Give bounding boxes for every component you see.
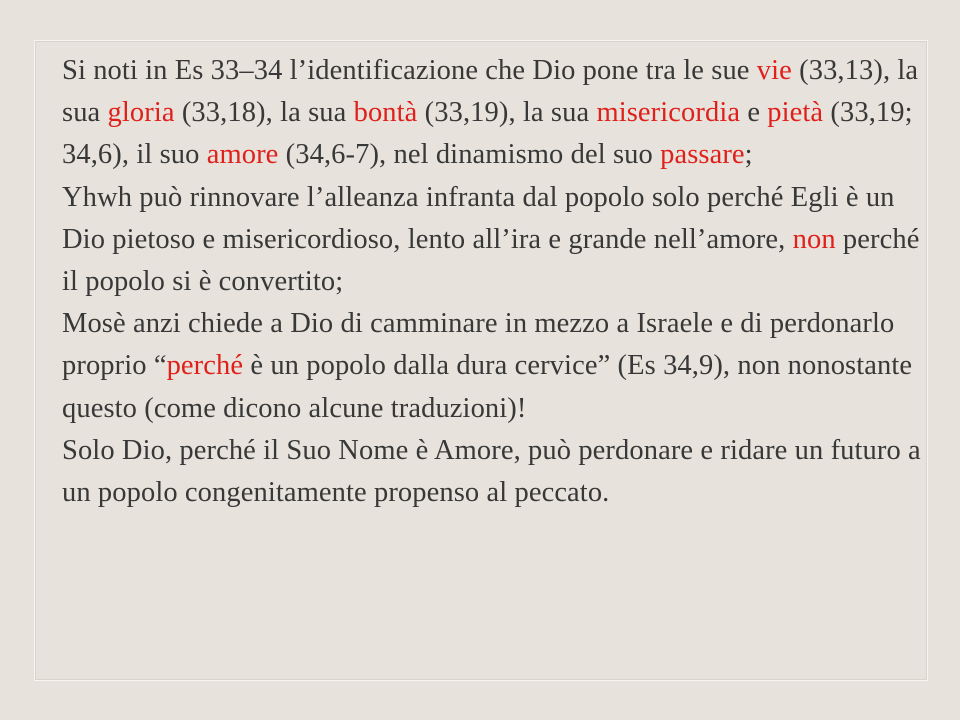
slide-body-text <box>62 50 922 514</box>
text-segment: Si noti in Es 33–34 l’identificazione che Dio pone tra le sue <box>62 55 757 86</box>
text-segment: ; <box>744 139 753 171</box>
highlighted-word: non <box>792 223 836 255</box>
text-segment: e <box>740 97 768 129</box>
highlighted-word: misericordia <box>596 97 741 129</box>
highlighted-word: amore <box>206 139 279 171</box>
paragraph-4 <box>62 430 922 514</box>
highlighted-word: bontà <box>353 97 418 129</box>
text-segment: (33,13), la sua <box>62 55 919 129</box>
text-segment: perché il popolo si è convertito; <box>62 223 920 298</box>
text-segment: (33,19), la sua <box>417 97 597 129</box>
paragraph-2 <box>62 177 922 304</box>
highlighted-word: gloria <box>107 97 175 129</box>
paragraph-1 <box>62 50 922 177</box>
text-segment: è un popolo dalla dura cervice” (Es 34,9), non nonostante questo (come dicono alcune traduzioni)! <box>62 350 913 424</box>
highlighted-word: pietà <box>767 97 824 129</box>
text-segment: (33,19; 34,6), il suo <box>62 97 913 171</box>
text-segment: (33,18), la sua <box>174 97 354 129</box>
highlighted-word: passare <box>660 139 745 171</box>
text-segment: (34,6-7), nel dinamismo del suo <box>278 139 661 171</box>
paragraph-3 <box>62 303 922 430</box>
text-segment: Yhwh può rinnovare l’alleanza infranta dal popolo solo perché Egli è un Dio pietoso e misericordioso, lento all’ira e grande nell’amore, <box>62 181 895 255</box>
highlighted-word: vie <box>756 55 792 86</box>
text-segment: Mosè anzi chiede a Dio di camminare in mezzo a Israele e di perdonarlo proprio “ <box>62 308 895 382</box>
highlighted-word: perché <box>166 350 244 382</box>
text-segment: Solo Dio, perché il Suo Nome è Amore, può perdonare e ridare un futuro a un popolo congenitamente propenso al peccato. <box>62 434 921 509</box>
